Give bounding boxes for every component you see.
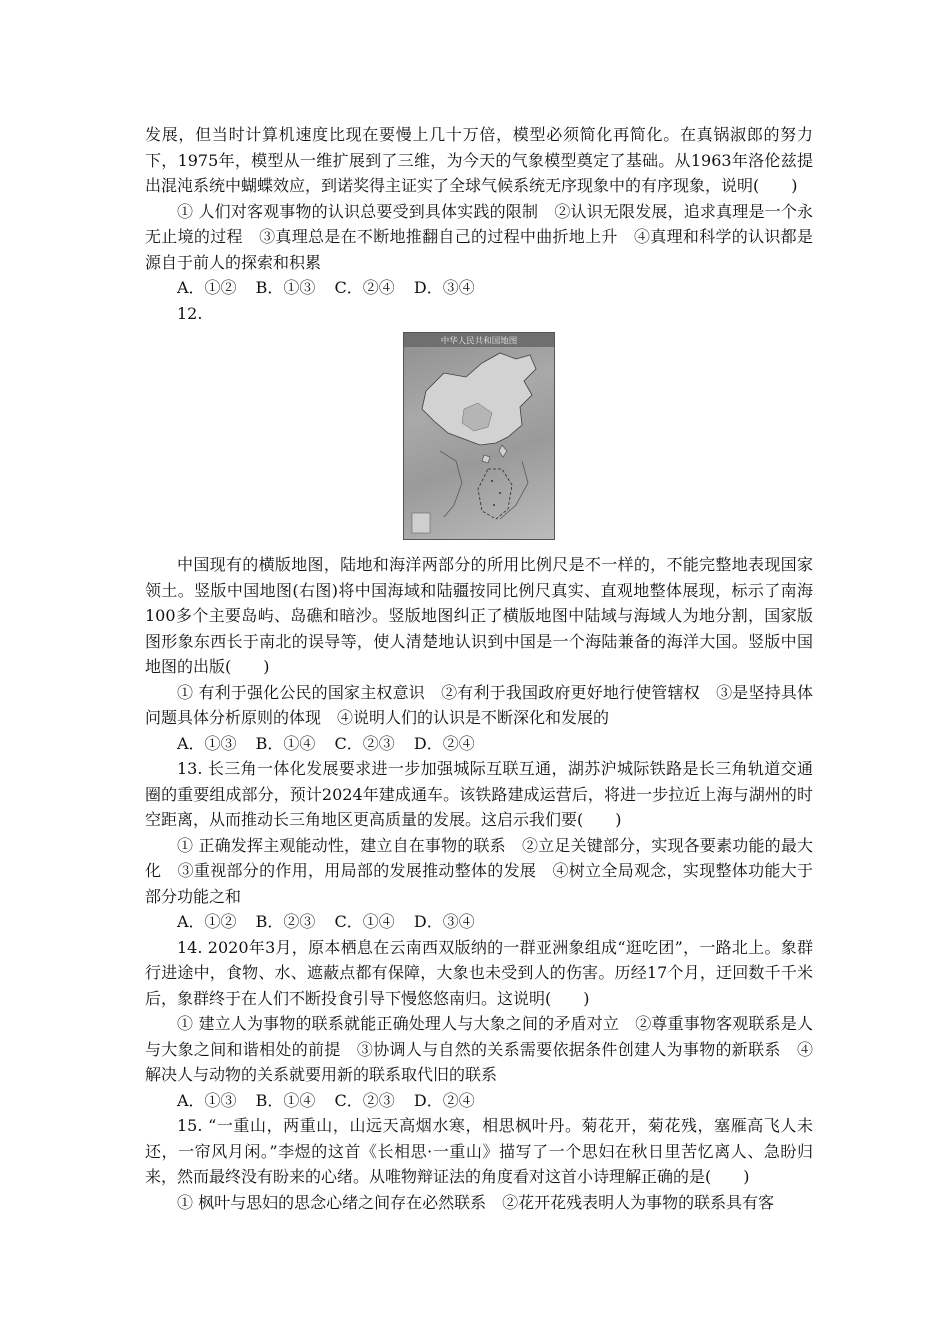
taiwan-shape xyxy=(499,445,507,457)
q12-option-b: B．①④ xyxy=(255,733,316,753)
q14-option-d: D．②④ xyxy=(413,1090,475,1110)
q13-option-b: B．②③ xyxy=(255,912,316,931)
q12-stem: 中国现有的横版地图，陆地和海洋两部分的所用比例尺是不一样的，不能完整地表现国家领土。竖版中国地图(右图)将中国海域和陆疆按同比例尺真实、直观地整体展现，标示了南海100多个主要岛屿、岛礁和暗沙。竖版地图纠正了横版地图中陆域与海域人为地分割，国家版图形象东西长于南北的误导等，使人清楚地认识到中国是一个海陆兼备的海洋大国。竖版中国地图的出版( ) xyxy=(145,555,813,676)
q14-option-b: B．①④ xyxy=(255,1090,316,1110)
q15-stem: 15. “一重山，两重山，山远天高烟水寒，相思枫叶丹。菊花开，菊花残，塞雁高飞人未还，一帘风月闲。”李煜的这首《长相思·一重山》描写了一个思妇在秋日里苦忆离人、急盼归来，然而最终没有盼来的心绪。从唯物辩证法的角度看对这首小诗理解正确的是( ) xyxy=(145,1116,813,1186)
q11-options xyxy=(145,275,813,301)
map-graphic xyxy=(404,333,554,539)
q13-option-c: C．①④ xyxy=(334,912,395,931)
q11-stem-continued: 发展，但当时计算机速度比现在要慢上几十万倍，模型必须简化再简化。在真锅淑郎的努力下，1975年，模型从一维扩展到了三维，为今天的气象模型奠定了基础。从1963年洛伦兹提出混沌系统中蝴蝶效应，到诺奖得主证实了全球气候系统无序现象中的有序现象，说明( ) xyxy=(145,125,813,195)
map-title: 中华人民共和国地图 xyxy=(440,336,518,347)
q11-option-a: A．①② xyxy=(177,278,237,297)
q13-stem: 13. 长三角一体化发展要求进一步加强城际互联互通，湖苏沪城际铁路是长三角轨道交通圈的重要组成部分，预计2024年建成通车。该铁路建成运营后，将进一步拉近上海与湖州的时空距离，从而推动长三角地区更高质量的发展。这启示我们要( ) xyxy=(145,759,813,829)
q13-options xyxy=(145,909,813,935)
q11-option-d: D．③④ xyxy=(413,278,475,297)
mainland-shape xyxy=(422,353,536,445)
q12-option-a: A．①③ xyxy=(177,733,237,753)
q11-option-b: B．①③ xyxy=(255,278,316,297)
map-inset xyxy=(412,513,430,533)
q11-statements: ① 人们对客观事物的认识总要受到具体实践的限制 ②认识无限发展，追求真理是一个永无止境的过程 ③真理总是在不断地推翻自己的过程中曲折地上升 ④真理和科学的认识都是源自于前人的探索和积累 xyxy=(145,201,813,272)
q13-option-a: A．①② xyxy=(177,912,237,931)
china-vertical-map xyxy=(403,332,555,540)
q12-statements: ① 有利于强化公民的国家主权意识 ②有利于我国政府更好地行使管辖权 ③是坚持具体问题具体分析原则的体现 ④说明人们的认识是不断深化和发展的 xyxy=(145,682,813,727)
question-content xyxy=(145,122,813,1215)
q14-option-a: A．①③ xyxy=(177,1090,237,1110)
q15-statements: ① 枫叶与思妇的思念心绪之间存在必然联系 ②花开花残表明人为事物的联系具有客 xyxy=(177,1192,775,1212)
q12-option-c: C．②③ xyxy=(334,733,395,753)
hainan-shape xyxy=(482,455,490,463)
q14-stem: 14. 2020年3月，原本栖息在云南西双版纳的一群亚洲象组成“逛吃团”，一路北上。象群行进途中，食物、水、遮蔽点都有保障，大象也未受到人的伤害。历经17个月，迂回数千千米后，象群终于在人们不断投食引导下慢悠悠南归。这说明( ) xyxy=(145,937,813,1008)
q14-statements: ① 建立人为事物的联系就能正确处理人与大象之间的矛盾对立 ②尊重事物客观联系是人与大象之间和谐相处的前提 ③协调人与自然的关系需要依据条件创建人为事物的新联系 ④解决人与动物的关系就要用新的联系取代旧的联系 xyxy=(145,1014,813,1084)
q12-number: 12. xyxy=(177,303,203,323)
q13-statements: ① 正确发挥主观能动性，建立自在事物的联系 ②立足关键部分，实现各要素功能的最大化 ③重视部分的作用，用局部的发展推动整体的发展 ④树立全局观念，实现整体功能大于部分功能之和 xyxy=(145,835,813,906)
q12-option-d: D．②④ xyxy=(413,733,475,753)
q14-options xyxy=(145,1088,813,1114)
q13-option-d: D．③④ xyxy=(413,912,475,931)
q11-option-c: C．②④ xyxy=(334,278,395,297)
south-china-sea-line xyxy=(478,469,512,519)
q12-options xyxy=(145,731,813,757)
q14-option-c: C．②③ xyxy=(334,1090,395,1110)
